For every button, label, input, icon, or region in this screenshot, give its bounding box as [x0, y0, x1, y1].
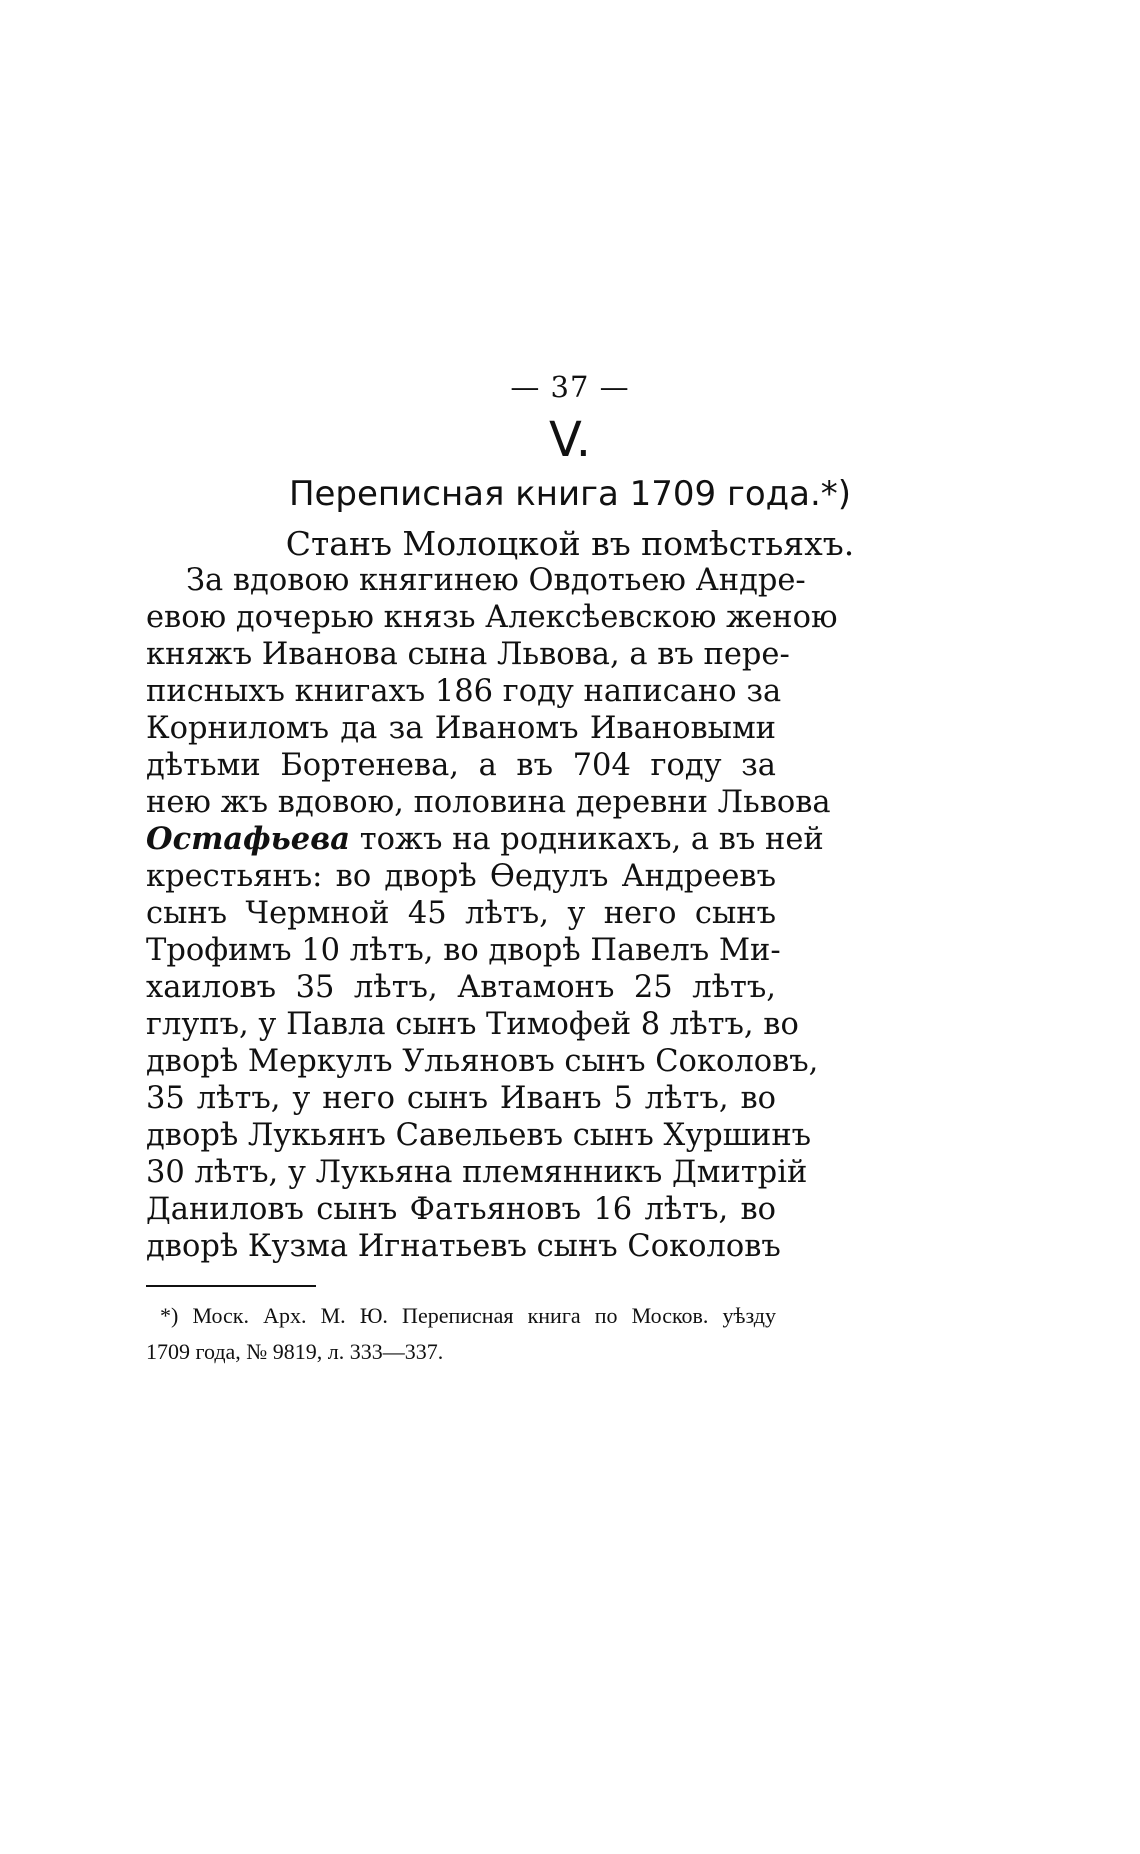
body-line-rest: тожъ на родникахъ, а въ ней: [359, 822, 824, 857]
section-title: Переписная книга 1709 года.*): [288, 474, 852, 514]
section-subtitle: Станъ Молоцкой въ помѣстьяхъ.: [285, 524, 855, 563]
footnote: [146, 1298, 776, 1370]
body-line: 30 лѣтъ, у Лукьяна племянникъ Дмитрій: [146, 1155, 808, 1190]
page-number: — 37 —: [510, 370, 630, 404]
italic-place-name: Остафьева: [146, 821, 350, 857]
body-line: Корниломъ да за Иваномъ Ивановыми: [146, 711, 776, 746]
body-line: дворѣ Меркулъ Ульяновъ сынъ Соколовъ,: [146, 1044, 819, 1079]
body-line: Даниловъ сынъ Фатьяновъ 16 лѣтъ, во: [146, 1192, 776, 1227]
body-line: евою дочерью князь Алексѣевскою женою: [146, 600, 838, 635]
body-line-with-italic: [146, 821, 824, 858]
body-line: 35 лѣтъ, у него сынъ Иванъ 5 лѣтъ, во: [146, 1081, 776, 1116]
body-line: дворѣ Лукьянъ Савельевъ сынъ Хуршинъ: [146, 1118, 812, 1153]
body-line: дворѣ Кузма Игнатьевъ сынъ Соколовъ: [146, 1229, 781, 1264]
body-line: Трофимъ 10 лѣтъ, во дворѣ Павелъ Ми-: [146, 933, 781, 968]
body-line: глупъ, у Павла сынъ Тимофей 8 лѣтъ, во: [146, 1007, 799, 1042]
footnote-separator: [146, 1285, 316, 1287]
body-text: [146, 562, 838, 1265]
footnote-line: *) Моск. Арх. М. Ю. Переписная книга по Москов. уѣзду: [160, 1303, 776, 1328]
body-line: дѣтьми Бортенева, а въ 704 году за: [146, 748, 776, 783]
body-line: За вдовою княгинею Овдотьею Андре-: [186, 563, 806, 598]
body-line: писныхъ книгахъ 186 году написано за: [146, 674, 782, 709]
body-line: нею жъ вдовою, половина деревни Львова: [146, 785, 831, 820]
chapter-number: V.: [549, 412, 591, 468]
footnote-line: 1709 года, № 9819, л. 333—337.: [146, 1339, 444, 1364]
body-line: крестьянъ: во дворѣ Ѳедулъ Андреевъ: [146, 859, 776, 894]
body-line: сынъ Чермной 45 лѣтъ, у него сынъ: [146, 896, 776, 931]
body-line: хаиловъ 35 лѣтъ, Автамонъ 25 лѣтъ,: [146, 970, 776, 1005]
body-line: княжъ Иванова сына Львова, а въ пере-: [146, 637, 790, 672]
